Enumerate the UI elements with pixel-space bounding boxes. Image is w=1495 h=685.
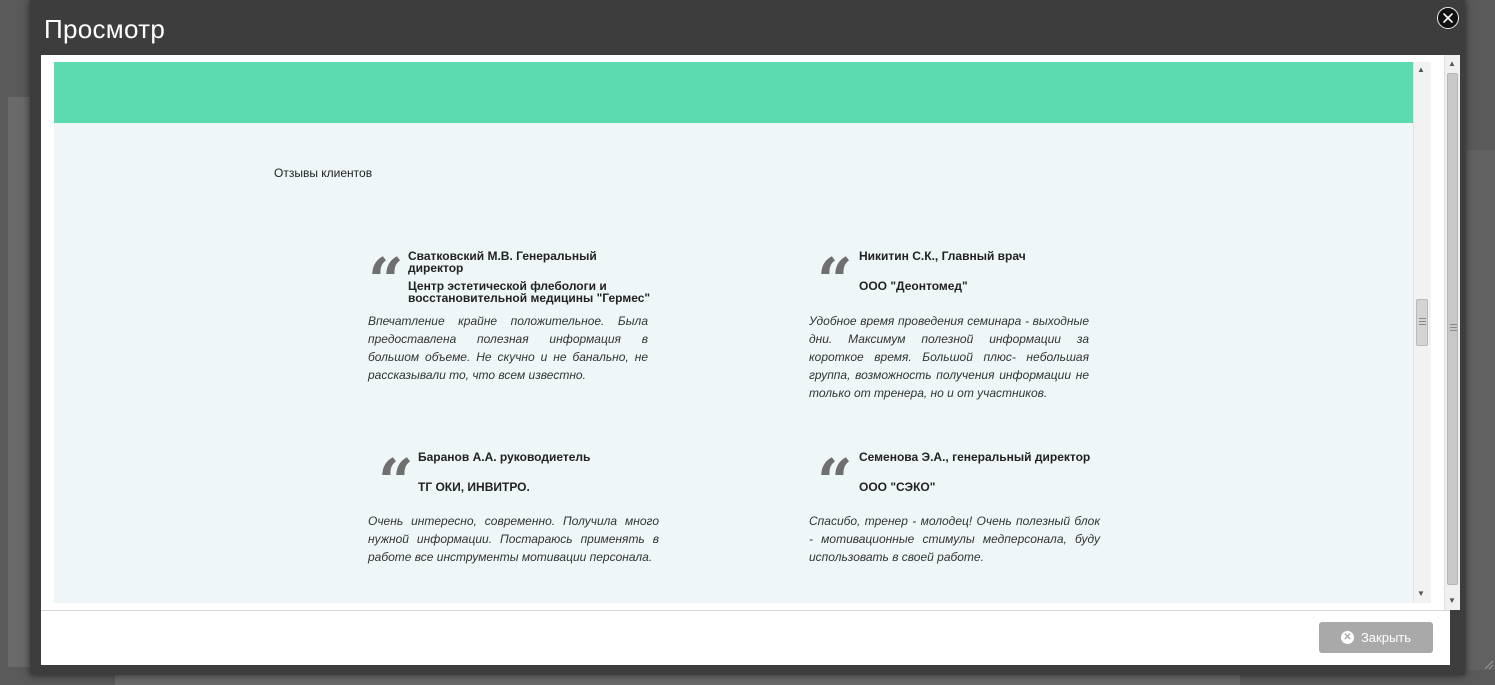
background-panel-left — [8, 97, 32, 667]
scroll-down-icon[interactable]: ▼ — [1417, 589, 1425, 598]
review-author: Сватковский М.В. Генеральный директор — [408, 249, 597, 275]
review-author: Семенова Э.А., генеральный директор — [859, 450, 1091, 464]
dialog-body — [41, 55, 1456, 610]
review-author: Никитин С.К., Главный врач — [859, 249, 1026, 263]
background-panel-right — [1466, 150, 1495, 670]
resize-handle-icon[interactable] — [1484, 660, 1494, 670]
preview-frame[interactable] — [54, 62, 1431, 603]
scroll-up-icon[interactable]: ▲ — [1448, 59, 1456, 68]
quote-icon: “ — [378, 445, 414, 518]
review-text: Удобное время проведения семинара - выходные дни. Максимум полезной информации за короткое время. Большой плюс- небольшая группа, возможность получения информации не только от тренера, но и от участников. — [809, 314, 1089, 400]
scrollbar-thumb[interactable] — [1447, 73, 1458, 585]
grip-icon — [1419, 318, 1426, 327]
review-organization: Центр эстетической флебологи и восстановительной медицины "Гермес" — [408, 279, 651, 305]
review-text: Очень интересно, современно. Получила много нужной информации. Постараюсь применять в работе все инструменты мотивации персонала. — [368, 514, 659, 564]
quote-icon: “ — [817, 244, 853, 317]
review-organization: ООО "СЭКО" — [859, 480, 936, 494]
scroll-down-icon[interactable]: ▼ — [1448, 596, 1456, 605]
header-band — [54, 62, 1413, 123]
grip-icon — [1450, 324, 1457, 333]
close-icon[interactable] — [1437, 7, 1459, 29]
review-organization: ТГ ОКИ, ИНВИТРО. — [418, 480, 530, 494]
section-title: Отзывы клиентов — [274, 166, 373, 180]
dialog-scrollbar[interactable] — [1444, 55, 1460, 610]
review-text: Спасибо, тренер - молодец! Очень полезный блок - мотивационные стимулы медперсонала, буду использовать в своей работе. — [809, 514, 1100, 564]
preview-dialog — [30, 0, 1465, 675]
review-organization: ООО "Деонтомед" — [859, 279, 968, 293]
quote-icon: “ — [817, 445, 853, 518]
review-text: Впечатление крайне положительное. Была предоставлена полезная информация в большом объеме. Не скучно и не банально, не рассказывали то, что всем известно. — [368, 314, 648, 382]
close-button[interactable] — [1319, 622, 1433, 653]
review-author: Баранов А.А. руководиетель — [418, 450, 591, 464]
scroll-up-icon[interactable]: ▲ — [1417, 65, 1425, 74]
preview-scrollbar[interactable] — [1413, 62, 1430, 603]
close-button-label: Закрыть — [1360, 630, 1412, 645]
dialog-footer — [41, 610, 1450, 665]
x-icon — [1442, 12, 1454, 24]
close-circle-icon: ✕ — [1341, 631, 1354, 644]
dialog-title: Просмотр — [44, 14, 166, 44]
scrollbar-thumb[interactable] — [1416, 299, 1428, 346]
quote-icon: “ — [368, 244, 404, 317]
